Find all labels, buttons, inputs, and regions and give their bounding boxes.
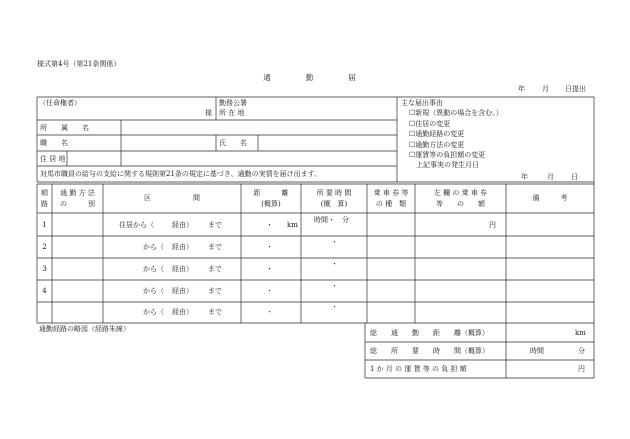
total-distance-label: 総 通 勤 距 離（概算）: [370, 329, 489, 337]
submit-month: 月: [542, 85, 549, 93]
total-time-hours-unit: 時間: [530, 347, 544, 355]
header-fare-1: 左 欄 の 乗 車 券: [433, 189, 488, 197]
distance-dot: ・: [266, 243, 273, 251]
distance-dot: ・: [266, 308, 273, 316]
fare-unit: 円: [489, 221, 496, 229]
section-via: 経由）: [172, 243, 193, 251]
office-label-line1: 勤務公署: [219, 99, 247, 107]
department-label: 所 属 名: [40, 124, 89, 132]
section-to: まで: [208, 308, 222, 316]
declaration-text: 対馬市職員の給与の支給に関する規則第21条の規定に基づき、通勤の実情を届け出ます。: [40, 170, 322, 178]
submit-year: 年: [518, 85, 525, 93]
time-dot: ・: [331, 260, 338, 268]
section-to: まで: [208, 287, 222, 295]
header-distance-1: 距 離: [253, 189, 289, 197]
header-time-1: 所 要 時 間: [316, 189, 352, 197]
distance-dot: ・: [266, 287, 273, 295]
reason-item: ☐通勤方法の変更: [409, 140, 465, 149]
header-fare-2: 等 の 額: [436, 200, 485, 208]
section-via: 経由）: [172, 308, 193, 316]
occurrence-year: 年: [521, 173, 528, 181]
form-title: 通 勤 届: [263, 73, 357, 82]
section-from: から（: [143, 243, 164, 251]
monthly-fare-unit: 円: [578, 365, 585, 373]
time-dot: ・: [331, 238, 338, 246]
header-method-2: の 別: [60, 200, 95, 208]
distance-unit: km: [287, 221, 298, 229]
section-via: 経由）: [172, 221, 193, 229]
reasons-header: 主な届出事由: [401, 99, 443, 107]
section-from: から（: [143, 308, 164, 316]
reason-item: ☐運賃等の負担額の変更: [409, 151, 486, 159]
reason-item: ☐住居の変更: [409, 119, 451, 128]
section-from: 住居から（: [119, 221, 154, 229]
form-number: 様式第4号（第21条関係）: [37, 60, 121, 68]
time-value: 時間・ 分: [314, 216, 349, 224]
section-via: 経由）: [172, 265, 193, 273]
reason-item: ☐新規（異動の場合を含む。）: [409, 109, 503, 117]
section-to: まで: [208, 221, 222, 229]
appointer-label: （任命権者）: [39, 99, 81, 107]
header-method-1: 通 勤 方 法: [60, 189, 95, 197]
row-number: 4: [42, 287, 47, 295]
distance-dot: ・: [266, 221, 273, 229]
reason-item: ☐通勤経路の変更: [409, 130, 465, 138]
route-map-label: 通勤経路の略図（経路朱線）: [39, 325, 130, 333]
submit-day: 日提出: [565, 85, 586, 93]
header-order-2: 路: [41, 200, 48, 208]
time-dot: ・: [331, 303, 338, 311]
section-to: まで: [208, 265, 222, 273]
occurrence-month: 月: [547, 173, 554, 181]
header-ticket-1: 乗 車 券 等: [373, 189, 409, 197]
header-remarks: 備 考: [532, 194, 568, 202]
row-number: 1: [42, 221, 47, 229]
distance-dot: ・: [266, 265, 273, 273]
office-label-line2: 所 在 地: [219, 109, 245, 117]
row-number: 3: [42, 265, 47, 273]
section-via: 経由）: [172, 287, 193, 295]
header-order-1: 順: [41, 189, 48, 197]
section-from: から（: [143, 287, 164, 295]
section-from: から（: [143, 265, 164, 273]
header-section: 区 間: [144, 194, 200, 202]
total-distance-unit: km: [575, 329, 586, 337]
row-number: 2: [42, 243, 47, 251]
section-to: まで: [208, 243, 222, 251]
total-time-minutes-unit: 分: [578, 347, 585, 355]
header-ticket-2: の 種 類: [375, 200, 407, 208]
residence-label: 住 居 地: [40, 155, 66, 163]
monthly-fare-label: 1 か 月 の 運 賃 等 の 負 担 額: [370, 365, 467, 373]
total-time-label: 総 所 要 時 間（概算）: [370, 347, 489, 355]
position-label: 職 名: [40, 139, 68, 147]
addressee-suffix: 様: [205, 109, 212, 117]
occurrence-day: 日: [571, 173, 578, 181]
name-label: 氏 名: [219, 139, 247, 147]
time-dot: ・: [331, 282, 338, 290]
occurrence-date-label: 上記事実の発生月日: [416, 161, 479, 169]
header-time-2: (概 算): [320, 200, 348, 208]
header-distance-2: (概算): [261, 200, 281, 208]
